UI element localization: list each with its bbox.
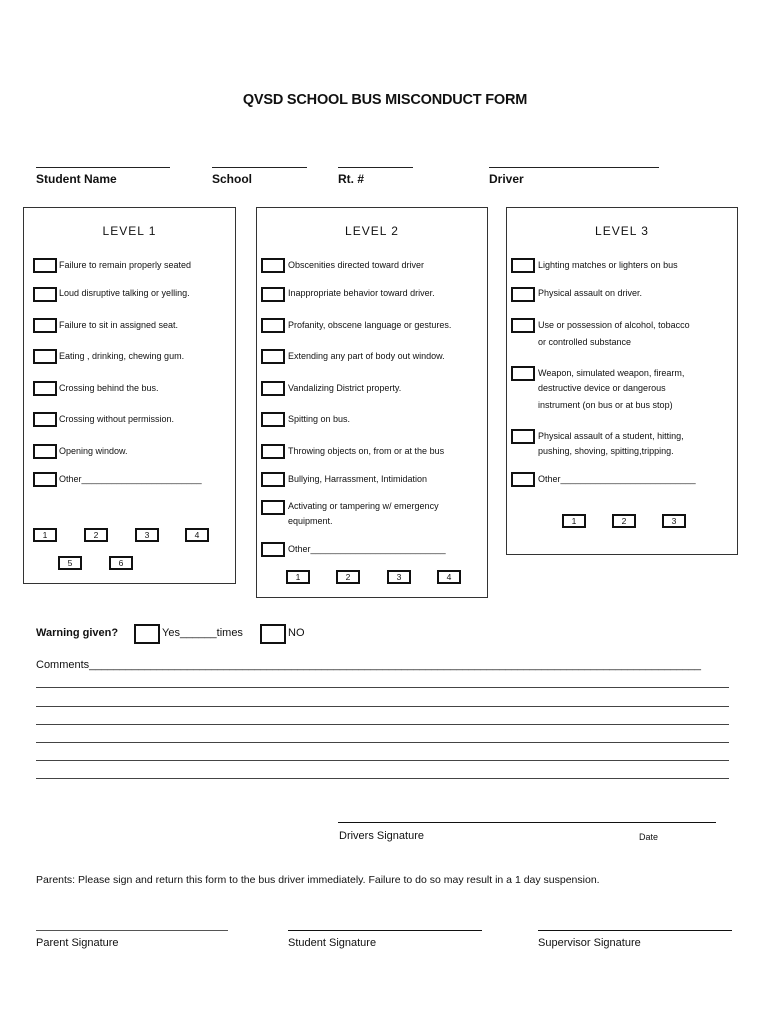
level1-number-4[interactable]: 4: [185, 528, 209, 542]
page-title: QVSD SCHOOL BUS MISCONDUCT FORM: [242, 92, 528, 108]
level3-item-5-line2: pushing, shoving, spitting,tripping.: [538, 446, 674, 456]
route-label: Rt. #: [338, 172, 365, 186]
student-signature-label: Student Signature: [288, 937, 377, 949]
level3-checkbox-6[interactable]: [511, 472, 535, 487]
comment-line-4[interactable]: [36, 742, 729, 743]
level1-checkbox-8[interactable]: [33, 472, 57, 487]
comment-line-5[interactable]: [36, 760, 729, 761]
supervisor-signature-label: Supervisor Signature: [538, 937, 641, 949]
level2-checkbox-9[interactable]: [261, 500, 285, 515]
level3-item-4-line2: destructive device or dangerous: [538, 383, 666, 393]
level2-checkbox-6[interactable]: [261, 412, 285, 427]
level2-item-2: Inappropriate behavior toward driver.: [288, 288, 435, 298]
level3-item-2: Physical assault on driver.: [538, 288, 643, 298]
level3-checkbox-1[interactable]: [511, 258, 535, 273]
supervisor-signature-line[interactable]: [538, 930, 732, 931]
comment-line-6[interactable]: [36, 778, 729, 779]
school-label: School: [212, 172, 253, 186]
level3-title: LEVEL 3: [595, 224, 649, 238]
level1-number-3[interactable]: 3: [135, 528, 159, 542]
level1-title: LEVEL 1: [102, 224, 157, 238]
level1-checkbox-6[interactable]: [33, 412, 57, 427]
comment-line-2[interactable]: [36, 706, 729, 707]
level3-item-5-line1: Physical assault of a student, hitting,: [538, 431, 684, 441]
parent-signature-label: Parent Signature: [36, 937, 119, 949]
level2-title: LEVEL 2: [345, 224, 399, 238]
warning-yes-label: Yes______times: [162, 627, 243, 639]
school-line[interactable]: [212, 167, 307, 168]
warning-no-label: NO: [288, 627, 305, 639]
level1-item-1: Failure to remain properly seated: [59, 260, 192, 270]
warning-yes-checkbox[interactable]: [134, 624, 160, 644]
level3-checkbox-3[interactable]: [511, 318, 535, 333]
level1-checkbox-2[interactable]: [33, 287, 57, 302]
level1-checkbox-7[interactable]: [33, 444, 57, 459]
level3-checkbox-2[interactable]: [511, 287, 535, 302]
level2-number-4[interactable]: 4: [437, 570, 461, 584]
level1-item-3: Failure to sit in assigned seat.: [59, 320, 179, 330]
level3-number-3[interactable]: 3: [662, 514, 686, 528]
student-name-label: Student Name: [36, 172, 117, 186]
level2-item-1: Obscenities directed toward driver: [288, 260, 425, 270]
level1-item-5: Crossing behind the bus.: [59, 383, 159, 393]
comments-label: Comments____________________________________________________________________________________________________: [36, 659, 701, 671]
level1-item-other: Other________________________: [59, 474, 202, 484]
level2-checkbox-2[interactable]: [261, 287, 285, 302]
drivers-signature-label: Drivers Signature: [339, 830, 424, 842]
level2-number-1[interactable]: 1: [286, 570, 310, 584]
driver-label: Driver: [489, 172, 524, 186]
level1-number-5[interactable]: 5: [58, 556, 82, 570]
level1-checkbox-4[interactable]: [33, 349, 57, 364]
level3-number-2[interactable]: 2: [612, 514, 636, 528]
level2-item-other: Other___________________________: [288, 544, 446, 554]
level3-number-1[interactable]: 1: [562, 514, 586, 528]
level1-item-2: Loud disruptive talking or yelling.: [59, 288, 190, 298]
level2-checkbox-5[interactable]: [261, 381, 285, 396]
driver-line[interactable]: [489, 167, 659, 168]
level2-item-7: Throwing objects on, from or at the bus: [288, 446, 445, 456]
level3-item-other: Other___________________________: [538, 474, 696, 484]
student-name-line[interactable]: [36, 167, 170, 168]
level3-item-1: Lighting matches or lighters on bus: [538, 260, 678, 270]
level2-item-9-line2: equipment.: [288, 516, 333, 526]
comment-line-3[interactable]: [36, 724, 729, 725]
student-signature-line[interactable]: [288, 930, 482, 931]
level1-number-2[interactable]: 2: [84, 528, 108, 542]
level1-checkbox-3[interactable]: [33, 318, 57, 333]
level3-checkbox-5[interactable]: [511, 429, 535, 444]
level2-item-5: Vandalizing District property.: [288, 383, 402, 393]
level2-checkbox-8[interactable]: [261, 472, 285, 487]
level1-number-1[interactable]: 1: [33, 528, 57, 542]
level2-item-9-line1: Activating or tampering w/ emergency: [288, 501, 439, 511]
route-line[interactable]: [338, 167, 413, 168]
warning-no-checkbox[interactable]: [260, 624, 286, 644]
level3-checkbox-4[interactable]: [511, 366, 535, 381]
drivers-signature-line[interactable]: [338, 822, 716, 823]
level2-checkbox-7[interactable]: [261, 444, 285, 459]
level1-number-6[interactable]: 6: [109, 556, 133, 570]
parents-note: Parents: Please sign and return this form to the bus driver immediately. Failure to do so may result in a 1 day suspension.: [36, 874, 600, 886]
level2-checkbox-3[interactable]: [261, 318, 285, 333]
level3-item-3-line2: or controlled substance: [538, 337, 632, 347]
level2-number-3[interactable]: 3: [387, 570, 411, 584]
level1-item-7: Opening window.: [59, 446, 128, 456]
level3-item-4-line1: Weapon, simulated weapon, firearm,: [538, 368, 685, 378]
level3-item-4-line3: instrument (on bus or at bus stop): [538, 400, 673, 410]
level1-checkbox-5[interactable]: [33, 381, 57, 396]
level2-checkbox-1[interactable]: [261, 258, 285, 273]
level2-checkbox-10[interactable]: [261, 542, 285, 557]
level2-item-3: Profanity, obscene language or gestures.: [288, 320, 452, 330]
comment-line-1[interactable]: [36, 687, 729, 688]
level2-item-6: Spitting on bus.: [288, 414, 351, 424]
level1-item-4: Eating , drinking, chewing gum.: [59, 351, 185, 361]
level2-number-2[interactable]: 2: [336, 570, 360, 584]
date-label: Date: [639, 832, 659, 842]
warning-label: Warning given?: [36, 627, 119, 639]
level2-item-4: Extending any part of body out window.: [288, 351, 445, 361]
level1-item-6: Crossing without permission.: [59, 414, 175, 424]
parent-signature-line[interactable]: [36, 930, 228, 931]
level3-item-3-line1: Use or possession of alcohol, tobacco: [538, 320, 690, 330]
level1-checkbox-1[interactable]: [33, 258, 57, 273]
level2-item-8: Bullying, Harrassment, Intimidation: [288, 474, 428, 484]
level2-checkbox-4[interactable]: [261, 349, 285, 364]
